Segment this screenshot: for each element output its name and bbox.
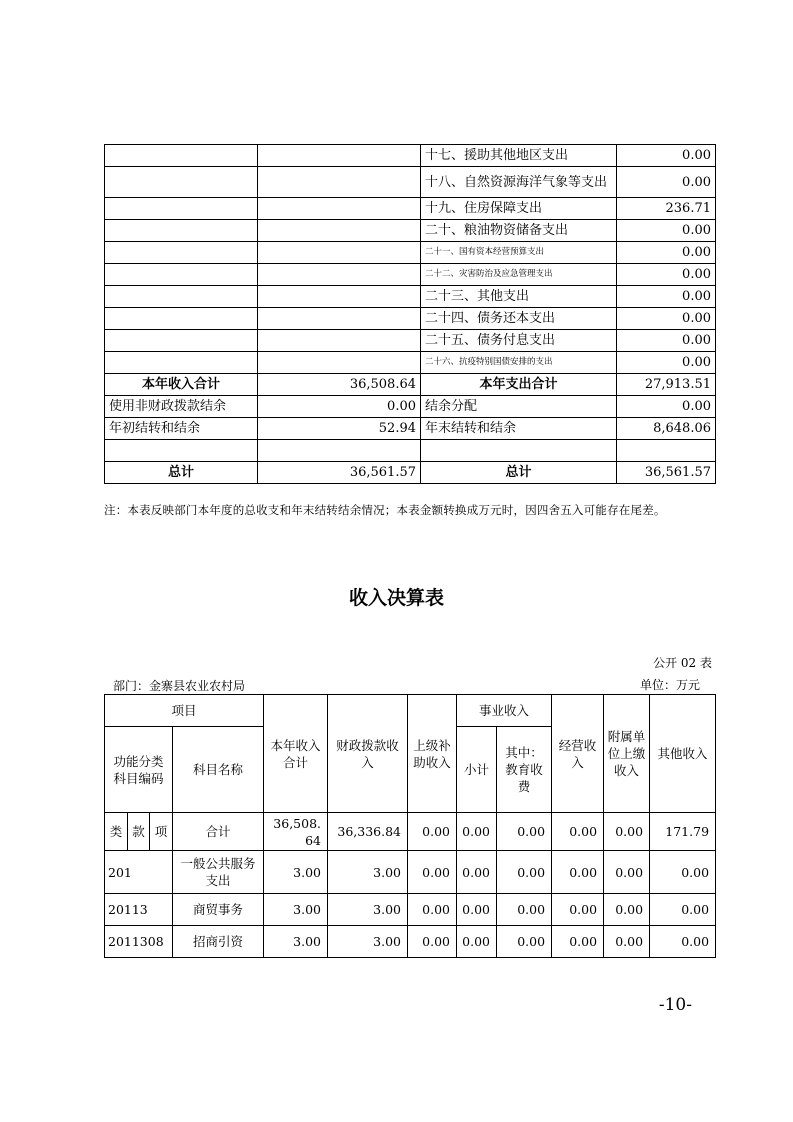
total-row-edu: 0.00 — [497, 813, 552, 851]
row-total: 3.00 — [264, 926, 328, 958]
total-row-total: 36,508.64 — [264, 813, 328, 851]
total-row-subtotal: 0.00 — [457, 813, 497, 851]
total-row-affiliated: 0.00 — [604, 813, 650, 851]
summary-cell-b — [258, 286, 421, 308]
summary-row — [105, 145, 716, 167]
summary-cell-c: 总计 — [421, 462, 617, 484]
row-fiscal: 3.00 — [328, 894, 408, 926]
header-superior: 上级补助收入 — [408, 695, 457, 813]
summary-row — [105, 330, 716, 352]
table-title: 收入决算表 — [348, 587, 444, 609]
summary-row — [105, 352, 716, 374]
summary-cell-d: 0.00 — [617, 308, 716, 330]
row-fiscal: 3.00 — [328, 926, 408, 958]
header-affiliated: 附属单位上缴收入 — [604, 695, 650, 813]
summary-cell-b: 36,508.64 — [258, 374, 421, 396]
header-project: 项目 — [105, 695, 264, 727]
summary-cell-d: 0.00 — [617, 330, 716, 352]
summary-cell-a: 使用非财政拨款结余 — [105, 396, 258, 418]
header-subject-name: 科目名称 — [173, 727, 264, 813]
row-edu: 0.00 — [497, 926, 552, 958]
summary-cell-d: 0.00 — [617, 352, 716, 374]
row-name: 一般公共服务支出 — [173, 851, 264, 894]
summary-cell-d: 0.00 — [617, 264, 716, 286]
header-total-income: 本年收入合计 — [264, 695, 328, 813]
summary-row — [105, 374, 716, 396]
summary-row — [105, 242, 716, 264]
summary-cell-b: 36,561.57 — [258, 462, 421, 484]
total-row-name: 合计 — [173, 813, 264, 851]
summary-cell-d: 36,561.57 — [617, 462, 716, 484]
summary-cell-c: 二十五、债务付息支出 — [421, 330, 617, 352]
summary-cell-d: 0.00 — [617, 167, 716, 198]
header-lei: 类 — [105, 813, 128, 851]
row-superior: 0.00 — [408, 894, 457, 926]
summary-cell-d: 27,913.51 — [617, 374, 716, 396]
summary-cell-a — [105, 330, 258, 352]
row-other: 0.00 — [650, 926, 716, 958]
summary-cell-c — [421, 440, 617, 462]
income-table — [104, 694, 716, 958]
summary-cell-c: 二十、粮油物资储备支出 — [421, 220, 617, 242]
row-edu: 0.00 — [497, 894, 552, 926]
row-operating: 0.00 — [552, 926, 604, 958]
summary-cell-b — [258, 352, 421, 374]
summary-cell-b — [258, 308, 421, 330]
summary-cell-b — [258, 264, 421, 286]
summary-cell-a — [105, 198, 258, 220]
row-edu: 0.00 — [497, 851, 552, 894]
table-note: 注：本表反映部门本年度的总收支和年末结转结余情况；本表金额转换成万元时，因四舍五入可能存在尾差。 — [104, 503, 666, 517]
summary-cell-c: 二十一、国有资本经营预算支出 — [421, 242, 617, 264]
summary-cell-c: 本年支出合计 — [421, 374, 617, 396]
summary-cell-b — [258, 145, 421, 167]
row-operating: 0.00 — [552, 894, 604, 926]
summary-cell-b: 52.94 — [258, 418, 421, 440]
table-row — [105, 894, 716, 926]
summary-cell-a: 本年收入合计 — [105, 374, 258, 396]
summary-row — [105, 418, 716, 440]
row-total: 3.00 — [264, 894, 328, 926]
row-code: 201 — [105, 851, 173, 894]
summary-cell-a — [105, 352, 258, 374]
table-row — [105, 851, 716, 894]
summary-cell-c: 年末结转和结余 — [421, 418, 617, 440]
summary-cell-b: 0.00 — [258, 396, 421, 418]
row-operating: 0.00 — [552, 851, 604, 894]
summary-cell-a — [105, 286, 258, 308]
header-fiscal: 财政拨款收入 — [328, 695, 408, 813]
row-affiliated: 0.00 — [604, 894, 650, 926]
summary-cell-a — [105, 440, 258, 462]
page-number: -10- — [658, 995, 692, 1015]
row-name: 招商引资 — [173, 926, 264, 958]
row-subtotal: 0.00 — [457, 894, 497, 926]
header-subtotal: 小计 — [457, 727, 497, 813]
summary-cell-c: 二十四、债务还本支出 — [421, 308, 617, 330]
summary-cell-d: 0.00 — [617, 396, 716, 418]
summary-cell-d: 236.71 — [617, 198, 716, 220]
summary-cell-b — [258, 330, 421, 352]
summary-cell-b — [258, 220, 421, 242]
summary-cell-d: 0.00 — [617, 286, 716, 308]
header-kuan: 款 — [128, 813, 150, 851]
row-subtotal: 0.00 — [457, 926, 497, 958]
row-other: 0.00 — [650, 894, 716, 926]
summary-table — [104, 144, 716, 484]
summary-cell-c: 二十三、其他支出 — [421, 286, 617, 308]
summary-cell-b — [258, 167, 421, 198]
summary-cell-a — [105, 308, 258, 330]
row-other: 0.00 — [650, 851, 716, 894]
row-code: 2011308 — [105, 926, 173, 958]
row-superior: 0.00 — [408, 926, 457, 958]
department-label: 部门：金寨县农业农村局 — [113, 679, 246, 693]
header-xiang: 项 — [150, 813, 173, 851]
table-code: 公开 02 表 — [653, 656, 712, 670]
header-other: 其他收入 — [650, 695, 716, 813]
summary-cell-a — [105, 242, 258, 264]
row-total: 3.00 — [264, 851, 328, 894]
summary-cell-a — [105, 145, 258, 167]
row-fiscal: 3.00 — [328, 851, 408, 894]
summary-row — [105, 286, 716, 308]
summary-cell-c: 十七、援助其他地区支出 — [421, 145, 617, 167]
summary-cell-a: 总计 — [105, 462, 258, 484]
summary-cell-a: 年初结转和结余 — [105, 418, 258, 440]
row-code: 20113 — [105, 894, 173, 926]
summary-cell-a — [105, 167, 258, 198]
total-row-superior: 0.00 — [408, 813, 457, 851]
header-func-code: 功能分类科目编码 — [105, 727, 173, 813]
summary-cell-b — [258, 198, 421, 220]
total-row-other: 171.79 — [650, 813, 716, 851]
header-edu: 其中：教育收费 — [497, 727, 552, 813]
summary-cell-c: 十九、住房保障支出 — [421, 198, 617, 220]
summary-row — [105, 198, 716, 220]
unit-label: 单位：万元 — [639, 678, 700, 692]
summary-cell-d — [617, 440, 716, 462]
row-subtotal: 0.00 — [457, 851, 497, 894]
summary-cell-d: 0.00 — [617, 220, 716, 242]
summary-cell-c: 十八、自然资源海洋气象等支出 — [421, 167, 617, 198]
summary-row — [105, 462, 716, 484]
summary-row — [105, 167, 716, 198]
row-superior: 0.00 — [408, 851, 457, 894]
table-row — [105, 926, 716, 958]
header-operating: 经营收入 — [552, 695, 604, 813]
summary-cell-c: 二十六、抗疫特别国债安排的支出 — [421, 352, 617, 374]
row-affiliated: 0.00 — [604, 926, 650, 958]
summary-cell-d: 8,648.06 — [617, 418, 716, 440]
summary-row — [105, 308, 716, 330]
total-row-fiscal: 36,336.84 — [328, 813, 408, 851]
row-affiliated: 0.00 — [604, 851, 650, 894]
summary-cell-b — [258, 440, 421, 462]
summary-row — [105, 264, 716, 286]
summary-cell-a — [105, 264, 258, 286]
row-name: 商贸事务 — [173, 894, 264, 926]
summary-cell-b — [258, 242, 421, 264]
header-business: 事业收入 — [457, 695, 552, 727]
summary-cell-d: 0.00 — [617, 242, 716, 264]
summary-row — [105, 220, 716, 242]
summary-cell-c: 结余分配 — [421, 396, 617, 418]
summary-row — [105, 396, 716, 418]
summary-cell-a — [105, 220, 258, 242]
summary-cell-d: 0.00 — [617, 145, 716, 167]
summary-row — [105, 440, 716, 462]
total-row-operating: 0.00 — [552, 813, 604, 851]
summary-cell-c: 二十二、灾害防治及应急管理支出 — [421, 264, 617, 286]
